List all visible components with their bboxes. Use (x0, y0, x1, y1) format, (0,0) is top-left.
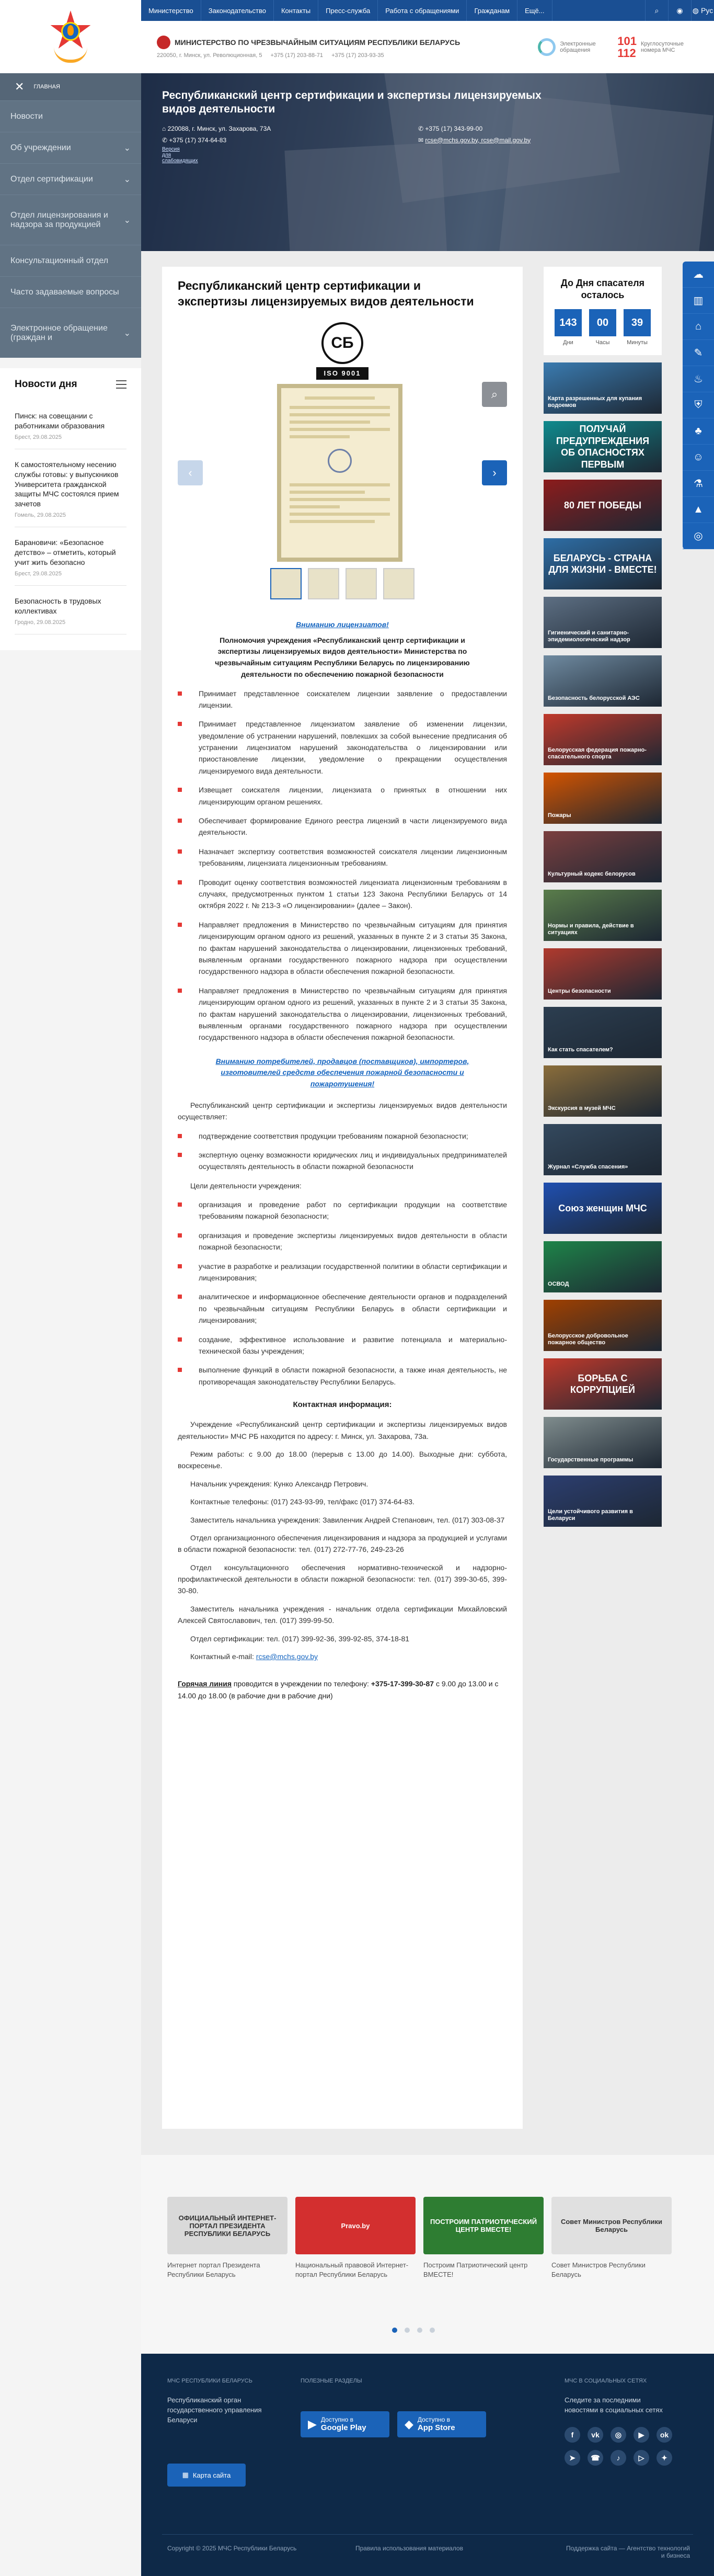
top-nav-link[interactable]: Работа с обращениями (378, 0, 467, 21)
promo-banner-text: Союз женщин МЧС (558, 1202, 647, 1213)
contact-line: Учреждение «Республиканский центр сертификации и экспертизы лицензируемых видов деятельности» МЧС РБ находится по адресу: г. Минск, ул. Захарова, 73а. (178, 1420, 507, 1440)
app-store-button[interactable] (397, 2411, 486, 2437)
activities-list (178, 1130, 507, 1173)
gallery-thumbnail[interactable] (270, 568, 302, 599)
promo-banner[interactable] (544, 655, 662, 707)
contact-line: Отдел консультационного обеспечения нормативно-технической и надзорно-профилактической деятельности в области пожарной безопасности: тел. (017) 399-30-65, 399-30-80. (178, 1563, 507, 1595)
sidebar-item[interactable] (0, 245, 141, 276)
news-title: Новости дня (15, 379, 77, 390)
hotline-number-101: 101 (617, 34, 637, 48)
goals-list (178, 1199, 507, 1388)
promo-banner-text: 80 ЛЕТ ПОБЕДЫ (564, 500, 641, 510)
promo-banner[interactable] (544, 890, 662, 941)
sidebar-item[interactable] (0, 308, 141, 358)
list-item: Направляет предложения в Министерство по чрезвычайным ситуациям для принятия лицензирующим органом одного из решений, указанных в пункте 2 и 3 статьи 35 Закона, по фактам нарушений законодательства о лицензировании, лицензионных требований, выявленным органами государственного пожарного надзора при осуществлении государственного надзора в области обеспечения пожарной безопасности. (178, 919, 507, 978)
sidebar-item-label: Об учреждении (10, 143, 71, 152)
ministry-fax: +375 (17) 203-93-35 (331, 52, 384, 59)
top-nav-links (141, 0, 552, 21)
list-item: аналитическое и информационное обеспечение деятельности органов и подразделений по чрезвычайным ситуациям Республики Беларусь в области сертификации и лицензирования; (178, 1291, 507, 1326)
promo-banner-text: Центры безопасности (548, 988, 611, 995)
sidebar-item-label: Новости (10, 111, 43, 121)
top-nav-link[interactable]: Гражданам (467, 0, 517, 21)
news-item-date: Гомель, 29.08.2025 (15, 512, 66, 519)
partner-caption[interactable]: Совет Министров Республики Беларусь (551, 2261, 646, 2279)
promo-banner-text: Белорусская федерация пожарно-спасательного спорта (548, 746, 647, 761)
tree-icon[interactable]: ♣ (683, 418, 714, 445)
contact-line: Отдел организационного обеспечения лицензирования и надзора за продукцией и услугами в области пожарной безопасности: тел. (017) 272-77-76, 249-23-26 (178, 1533, 507, 1554)
top-nav-link[interactable]: Министерство (141, 0, 201, 21)
sidebar-item-label: Консультационный отдел (10, 256, 109, 265)
promo-banner-text: Нормы и правила, действие в ситуациях (548, 922, 634, 936)
gallery-next-button[interactable] (482, 460, 507, 485)
goals-title: Цели деятельности учреждения: (190, 1181, 302, 1190)
news-item-title[interactable]: К самостоятельному несению службы готовы: у выпускников Университета гражданской защиты МЧС состоялся прием зачетов (15, 460, 119, 508)
copyright: Copyright © 2025 МЧС Республики Беларусь (167, 2545, 297, 2552)
person-icon[interactable]: ☺ (683, 445, 714, 471)
contact-line: Заместитель начальника учреждения - начальник отдела сертификации Михайловский Алексей Святославович, тел. (017) 399-99-50. (178, 1604, 507, 1625)
hero-address: ⌂ 220088, г. Минск, ул. Захарова, 73А (162, 125, 271, 132)
partner-links (141, 2155, 714, 2354)
news-item-date: Брест, 29.08.2025 (15, 434, 62, 440)
news-item-date: Брест, 29.08.2025 (15, 570, 62, 577)
ministry-address: 220050, г. Минск, ул. Революционная, 5 (157, 52, 262, 59)
cloud-icon[interactable]: ☁ (683, 262, 714, 288)
contact-line: Начальник учреждения: Кунко Александр Петрович. (190, 1479, 368, 1488)
gallery-thumbnail[interactable] (383, 568, 414, 599)
countdown-minutes: 39 (624, 309, 651, 336)
fire-icon[interactable]: ♨ (683, 366, 714, 392)
ministry-phone[interactable]: +375 (17) 203-88-71 (270, 52, 324, 59)
news-list (0, 401, 141, 650)
google-play-small: Доступно в (320, 2415, 353, 2423)
contact-line: Заместитель начальника учреждения: Завиленчик Андрей Степанович, тел. (017) 303-08-37 (190, 1515, 505, 1524)
partner-image[interactable]: ПОСТРОИМ ПАТРИОТИЧЕСКИЙ ЦЕНТР ВМЕСТЕ! (423, 2197, 544, 2254)
promo-banner[interactable] (544, 1241, 662, 1292)
ministry-bar (141, 21, 714, 73)
partner-link[interactable] (167, 2197, 287, 2279)
contact-line: Режим работы: с 9.00 до 18.00 (перерыв с 13.00 до 14.00). Выходные дни: суббота, воскресенье. (178, 1449, 507, 1470)
chevron-down-icon: ⌄ (123, 143, 131, 153)
top-nav-link[interactable]: Пресс-служба (318, 0, 378, 21)
promo-banner[interactable] (544, 597, 662, 648)
news-item[interactable] (15, 401, 126, 449)
sidebar-item[interactable] (0, 195, 141, 245)
promo-banner[interactable] (544, 773, 662, 824)
powers-list (178, 688, 507, 1043)
sidebar-close-button[interactable] (0, 73, 141, 100)
footer-col2-title: ПОЛЕЗНЫЕ РАЗДЕЛЫ (301, 2378, 362, 2384)
hotline-number-112: 112 (617, 47, 636, 60)
promo-banner-text: Белорусское добровольное пожарное общество (548, 1332, 628, 1346)
contact-line: Контактные телефоны: (017) 243-93-99, тел/факс (017) 374-64-83. (190, 1497, 414, 1506)
hero-email[interactable]: ✉ rcse@mchs.gov.by, rcse@mail.gov.by (418, 136, 531, 144)
news-item-title[interactable]: Барановичи: «Безопасное детство» – отметить, который учит жить безопасно (15, 538, 116, 567)
sidebar-item[interactable] (0, 163, 141, 195)
promo-banner[interactable] (544, 1417, 662, 1468)
app-store-big: App Store (417, 2423, 455, 2433)
list-item: создание, эффективное использование и развитие потенциала и материально-технической базы учреждения; (178, 1334, 507, 1357)
footer-col3-text: Следите за последними новостями в социальных сетях (565, 2396, 663, 2414)
news-item-title[interactable]: Пинск: на совещании с работниками образования (15, 412, 105, 430)
bank-icon[interactable]: ⌂ (683, 314, 714, 340)
partner-caption[interactable]: Национальный правовой Интернет-портал Республики Беларусь (295, 2261, 409, 2279)
sidebar-item[interactable] (0, 100, 141, 132)
promo-banner[interactable] (544, 421, 662, 472)
hotline-label: Круглосуточные номера МЧС (641, 41, 684, 53)
sidebar-item-label: Электронное обращение (граждан и (10, 323, 108, 342)
ministry-emblem-icon (157, 36, 170, 49)
promo-banner[interactable] (544, 948, 662, 1000)
contact-email-label: Контактный e-mail: (190, 1652, 254, 1661)
globe-icon: ◍ (692, 6, 699, 15)
hero-phone-2[interactable]: ✆ +375 (17) 343-99-00 (418, 125, 483, 132)
vk-icon[interactable]: vk (588, 2427, 603, 2443)
hotline-numbers[interactable] (617, 35, 698, 59)
countdown-days: 143 (555, 309, 582, 336)
list-item: организация и проведение работ по сертификации продукции на соответствие требованиям пожарной безопасности; (178, 1199, 507, 1222)
sidebar-close-label: ГЛАВНАЯ (33, 84, 60, 90)
rutube-icon[interactable]: ▷ (634, 2450, 649, 2466)
appeal-label: Электронные обращения (560, 41, 596, 53)
promo-banner[interactable] (544, 1476, 662, 1527)
promo-banner-text: Карта разрешенных для купания водоемов (548, 395, 642, 409)
promo-banner-text: ПОЛУЧАЙ ПРЕДУПРЕЖДЕНИЯ ОБ ОПАСНОСТЯХ ПЕРВЫМ (556, 424, 650, 470)
close-icon: ✕ (15, 80, 25, 93)
promo-banner[interactable] (544, 1183, 662, 1234)
contact-line: Отдел сертификации: тел. (017) 399-92-36, 399-92-85, 374-18-81 (190, 1634, 410, 1643)
news-item[interactable] (15, 449, 126, 527)
lang-switch[interactable] (691, 0, 714, 21)
promo-banner[interactable] (544, 480, 662, 531)
promo-banner[interactable] (544, 1065, 662, 1117)
building-icon[interactable]: ▥ (683, 288, 714, 314)
promo-banner[interactable] (544, 831, 662, 882)
promo-banner[interactable] (544, 714, 662, 765)
certification-logo (314, 322, 371, 380)
ok-icon[interactable]: ok (657, 2427, 672, 2443)
sitemap-button[interactable] (167, 2464, 246, 2487)
list-item: экспертную оценку возможности юридических лиц и индивидуальных предпринимателей осуществлять деятельность в области пожарной безопасности (178, 1149, 507, 1173)
ring-icon[interactable]: ◎ (683, 523, 714, 549)
zoom-button[interactable] (482, 382, 507, 407)
list-item: участие в разработке и реализации государственной политики в области сертификации и лицензирования; (178, 1261, 507, 1284)
promo-banner[interactable] (544, 1007, 662, 1058)
google-play-icon: ▶ (308, 2417, 317, 2431)
certificate-gallery (178, 382, 507, 565)
top-navigation-bar (141, 0, 714, 21)
tiktok-icon[interactable]: ♪ (611, 2450, 626, 2466)
rescuer-day-countdown (544, 267, 662, 355)
app-store-small: Доступно в (417, 2415, 450, 2423)
left-sidebar (0, 0, 141, 2576)
certificate-image[interactable] (277, 384, 402, 562)
logo-box[interactable] (0, 0, 141, 73)
promo-banner-text: Безопасность белорусской АЭС (548, 695, 640, 702)
partner-image[interactable]: Совет Министров Республики Беларусь (551, 2197, 672, 2254)
contact-email-line (178, 1651, 507, 1662)
electronic-appeal-link[interactable] (538, 38, 602, 56)
partner-link[interactable] (295, 2197, 416, 2279)
news-header (0, 368, 141, 401)
gallery-thumbnail[interactable] (308, 568, 339, 599)
site-support-link[interactable]: Поддержка сайта — Агентство технологий и бизнеса (566, 2545, 690, 2559)
countdown-hours: 00 (589, 309, 616, 336)
viber-icon[interactable]: ☎ (588, 2450, 603, 2466)
promo-banner[interactable] (544, 1124, 662, 1175)
list-item: Принимает представленное соискателем лицензии заявление о предоставлении лицензии. (178, 688, 507, 711)
hotline-text: проводится в учреждении по телефону: (233, 1679, 369, 1688)
google-play-button[interactable] (301, 2411, 389, 2437)
appeal-ring-icon (538, 38, 556, 56)
usage-rules-link[interactable]: Правила использования материалов (355, 2545, 463, 2552)
accessibility-icon[interactable]: ◉ (668, 0, 691, 21)
partner-link[interactable] (423, 2197, 544, 2279)
list-item: организация и проведение экспертизы лицензируемых видов деятельности в области пожарной безопасности; (178, 1230, 507, 1253)
footer (141, 2354, 714, 2576)
apple-icon: ◆ (405, 2417, 413, 2431)
carousel-dot[interactable] (392, 2328, 397, 2333)
page-title: Республиканский центр сертификации и экспертизы лицензируемых видов деятельности (178, 279, 474, 308)
promo-banner[interactable] (544, 362, 662, 414)
chevron-down-icon: ⌄ (123, 215, 131, 225)
promo-banner-text: Государственные программы (548, 1457, 634, 1463)
social-links (565, 2427, 669, 2466)
sidebar-item[interactable] (0, 276, 141, 308)
countdown-days-label: Дни (563, 339, 573, 346)
right-column (544, 267, 662, 1527)
lang-label: Рус (701, 6, 713, 15)
facebook-icon[interactable]: f (565, 2427, 580, 2443)
news-item[interactable] (15, 586, 126, 634)
news-item-title[interactable]: Безопасность в трудовых коллективах (15, 596, 101, 615)
countdown-title: До Дня спасателя осталось (560, 278, 645, 300)
ministry-name[interactable]: МИНИСТЕРСТВО ПО ЧРЕЗВЫЧАЙНЫМ СИТУАЦИЯМ РЕСПУБЛИКИ БЕЛАРУСЬ (175, 38, 460, 47)
contact-info (178, 1418, 507, 1644)
list-item: подтверждение соответствия продукции требованиям пожарной безопасности; (178, 1130, 507, 1142)
sitemap-icon: ▦ (182, 2471, 189, 2479)
top-nav-link[interactable]: Контакты (274, 0, 318, 21)
sitemap-label: Карта сайта (192, 2471, 231, 2479)
instagram-icon[interactable]: ◎ (611, 2427, 626, 2443)
telegram-icon[interactable]: ➤ (565, 2450, 580, 2466)
carousel-dot[interactable] (405, 2328, 410, 2333)
zen-icon[interactable]: ✦ (657, 2450, 672, 2466)
flask-icon[interactable]: ⚗ (683, 471, 714, 497)
partner-carousel-dots (392, 2328, 435, 2333)
promo-banner[interactable] (544, 538, 662, 589)
sidebar-item[interactable] (0, 132, 141, 163)
footer-col1-text: Республиканский орган государственного управления Беларуси (167, 2396, 262, 2424)
top-nav-link[interactable]: Ещё... (517, 0, 552, 21)
google-play-big: Google Play (320, 2423, 366, 2433)
hotline-info (178, 1678, 507, 1701)
partner-image[interactable]: ОФИЦИАЛЬНЫЙ ИНТЕРНЕТ-ПОРТАЛ ПРЕЗИДЕНТА РЕСПУБЛИКИ БЕЛАРУСЬ (167, 2197, 287, 2254)
news-item-date: Гродно, 29.08.2025 (15, 619, 66, 626)
shield-icon[interactable]: ⛨ (683, 392, 714, 418)
list-item: Принимает представленное лицензиатом заявление об изменении лицензии, уведомление об устранении нарушений, повлекших за собой вынесение предписания об устранении лицензиатом нарушений законодательства о лицензировании или приостановление лицензии, уведомление о прекращении осуществления лицензируемого вида деятельности. (178, 718, 507, 777)
hotline-phone[interactable]: +375-17-399-30-87 (371, 1679, 434, 1688)
chevron-down-icon: ⌄ (123, 175, 131, 184)
quick-access-rail (683, 262, 714, 549)
footer-col1-title: МЧС РЕСПУБЛИКИ БЕЛАРУСЬ (167, 2378, 252, 2384)
hotline-heading: Горячая линия (178, 1679, 232, 1688)
list-item: Проводит оценку соответствия возможностей лицензиата лицензионным требованиям в случаях, предусмотренных пунктом 1 статьи 123 Закона Республики Беларусь от 14 октября 2022 г. № 213-З «О лицензировании» (далее – Закон). (178, 877, 507, 912)
countdown-hours-label: Часы (595, 339, 610, 346)
hotline-hours: с 9.00 до 13.00 и с 14.00 до 18.00 (в рабочие дни в рабочие дни) (178, 1679, 499, 1700)
promo-banner-text: Гигиенический и санитарно-эпидемиологический надзор (548, 629, 630, 643)
promo-banner-text: Журнал «Служба спасения» (548, 1164, 628, 1171)
school-icon[interactable]: ✎ (683, 340, 714, 366)
list-item: Назначает экспертизу соответствия возможностей соискателя лицензии лицензионным требованиям, лицензиата лицензионным требованиям. (178, 846, 507, 869)
promo-banner-text: Как стать спасателем? (548, 1047, 613, 1053)
promo-banner[interactable] (544, 1358, 662, 1410)
sidebar-menu (0, 73, 141, 358)
mountain-icon[interactable]: ▲ (683, 497, 714, 523)
gallery-thumbnails (178, 568, 507, 599)
partner-caption[interactable]: Построим Патриотический центр ВМЕСТЕ! (423, 2261, 528, 2279)
accessibility-version-link[interactable]: Версия для слабовидящих (162, 146, 198, 164)
gallery-thumbnail[interactable] (346, 568, 377, 599)
footer-col3-title: МЧС В СОЦИАЛЬНЫХ СЕТЯХ (565, 2378, 647, 2384)
filter-icon[interactable] (116, 380, 126, 389)
news-item[interactable] (15, 527, 126, 586)
promo-banner-text: Пожары (548, 812, 571, 819)
youtube-icon[interactable]: ▶ (634, 2427, 649, 2443)
cert-mark: СБ (321, 322, 363, 364)
sidebar-item-label: Отдел лицензирования и надзора за продукцией (10, 210, 108, 229)
carousel-dot[interactable] (417, 2328, 422, 2333)
main-content (162, 267, 523, 2129)
promo-banner-text: БОРЬБА С КОРРУПЦИЕЙ (570, 1372, 635, 1395)
promo-banner-text: Культурный кодекс белорусов (548, 871, 636, 878)
chevron-right-icon: › (492, 466, 497, 479)
list-item: Извещает соискателя лицензии, лицензиата о принятых в отношении них лицензирующим органом решениях. (178, 784, 507, 808)
list-item: Направляет предложения в Министерство по чрезвычайным ситуациям для принятия лицензирующим органом одного из решений, указанных в пункте 2 и 3 статьи 35 Закона, по фактам нарушений законодательства о лицензировании, лицензионных требований, выявленным органами государственного пожарного надзора при осуществлении государственного надзора в области обеспечения пожарной безопасности. (178, 985, 507, 1043)
list-item: выполнение функций в области пожарной безопасности, а также иная деятельность, не противоречащая законодательству Республики Беларусь. (178, 1364, 507, 1388)
carousel-dot[interactable] (430, 2328, 435, 2333)
mchs-emblem-logo[interactable] (50, 10, 91, 63)
chevron-left-icon: ‹ (188, 466, 192, 479)
gallery-prev-button[interactable] (178, 460, 203, 485)
powers-heading: Полномочия учреждения «Республиканский центр сертификации и экспертизы лицензируемых видов деятельности» Министерства по чрезвычайным ситуациям Республики Беларусь по лицензированию деятельности по обеспечению пожарной безопасности (215, 636, 470, 678)
promo-banner-text: БЕЛАРУСЬ - СТРАНА ДЛЯ ЖИЗНИ - ВМЕСТЕ! (548, 552, 657, 575)
attention-licensees-heading: Вниманию лицензиатов! (296, 620, 389, 629)
top-nav-link[interactable]: Законодательство (201, 0, 274, 21)
sidebar-item-label: Часто задаваемые вопросы (10, 287, 119, 297)
activities-intro: Республиканский центр сертификации и экспертизы лицензируемых видов деятельности осуществляет: (178, 1100, 507, 1121)
list-item: Обеспечивает формирование Единого реестра лицензий в части лицензируемого вида деятельности. (178, 815, 507, 838)
promo-banner-text: ОСВОД (548, 1281, 569, 1288)
promo-banner[interactable] (544, 1300, 662, 1351)
contact-info-heading: Контактная информация: (293, 1400, 392, 1410)
partner-image[interactable]: Pravo.by (295, 2197, 416, 2254)
promo-banner-text: Экскурсия в музей МЧС (548, 1105, 616, 1112)
hero-phone[interactable]: ✆ +375 (17) 374-64-83 (162, 136, 227, 144)
attention-consumers-heading: Вниманию потребителей, продавцов (поставщиков), импортеров, изготовителей средств обеспечения пожарной безопасности и пожаротушения! (215, 1057, 469, 1088)
zoom-icon: ⌕ (491, 387, 498, 401)
search-icon[interactable]: ⌕ (645, 0, 668, 21)
promo-banner-text: Цели устойчивого развития в Беларуси (548, 1508, 633, 1522)
hero-title: Республиканский центр сертификации и экспертизы лицензируемых видов деятельности (162, 89, 542, 116)
promo-banners (544, 362, 662, 1527)
iso-label: ISO 9001 (316, 367, 368, 380)
hero-banner (141, 73, 714, 251)
chevron-down-icon: ⌄ (123, 328, 131, 338)
partner-caption[interactable]: Интернет портал Президента Республики Беларусь (167, 2261, 260, 2279)
countdown-minutes-label: Минуты (627, 339, 648, 346)
contact-email-link[interactable]: rcse@mchs.gov.by (256, 1652, 318, 1661)
partner-link[interactable] (551, 2197, 672, 2279)
sidebar-item-label: Отдел сертификации (10, 174, 93, 184)
